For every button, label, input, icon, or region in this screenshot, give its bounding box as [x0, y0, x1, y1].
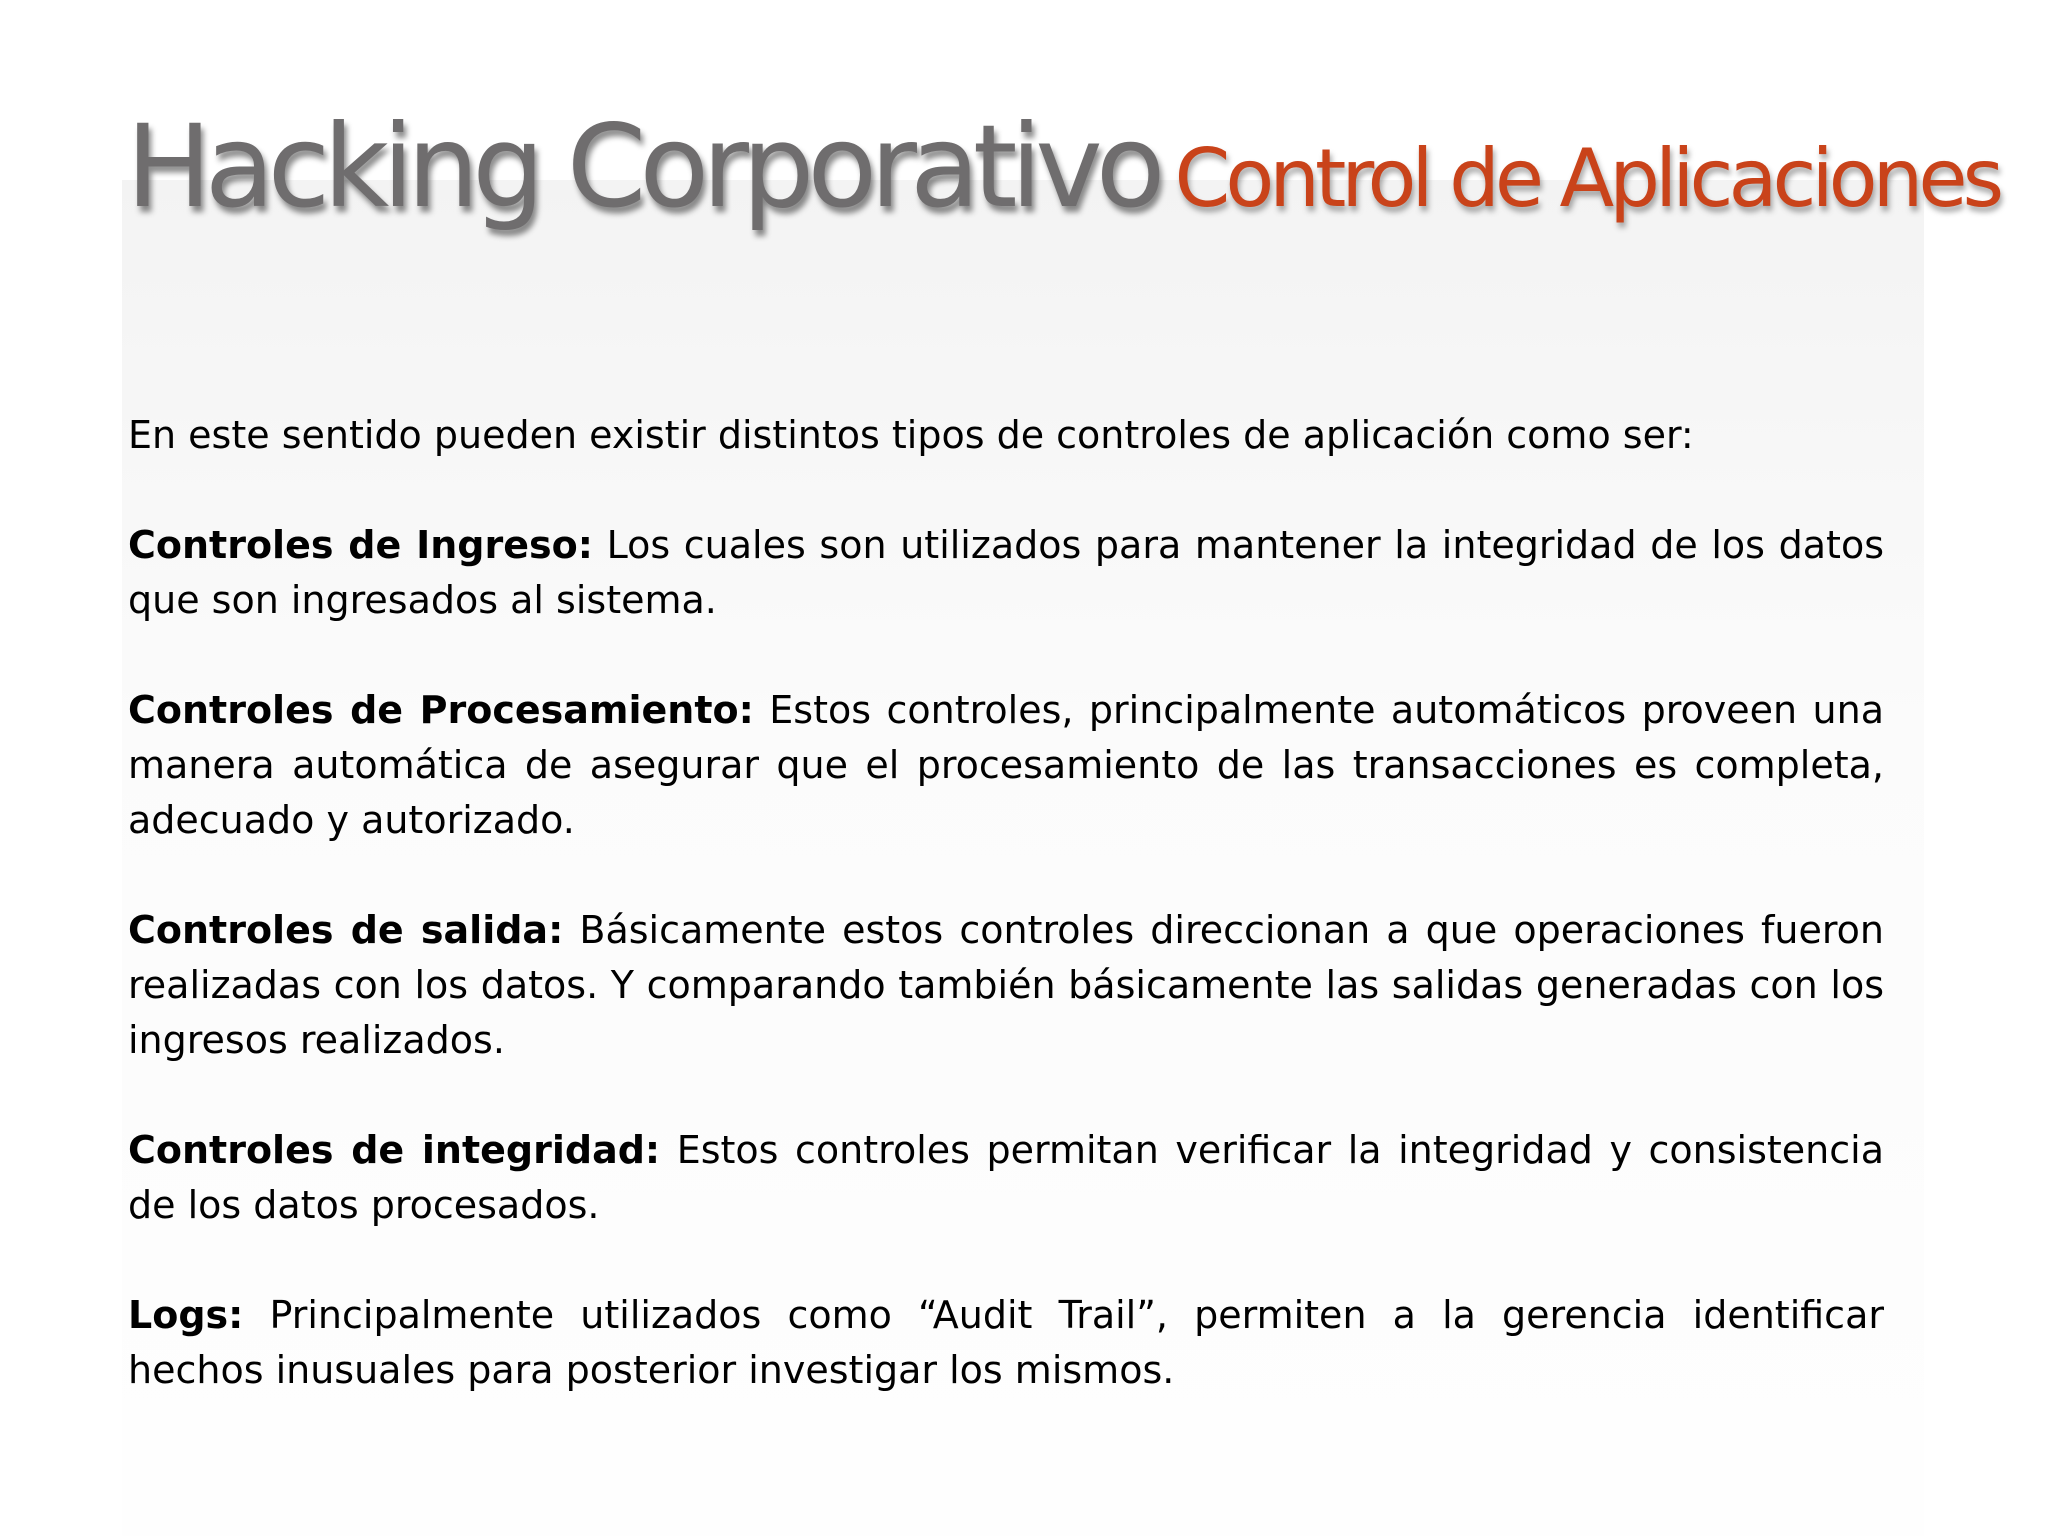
- control-description: Principalmente utilizados como “Audit Trail”, permiten a la gerencia identificar hechos inusuales para posterior investigar los mismos.: [128, 1293, 1884, 1392]
- title-sub: Control de Aplicaciones: [1174, 132, 2000, 225]
- control-term: Logs:: [128, 1293, 244, 1337]
- intro-text: En este sentido pueden existir distintos tipos de controles de aplicación como ser:: [128, 413, 1694, 457]
- control-term: Controles de integridad:: [128, 1128, 661, 1172]
- control-item-ingreso: [128, 518, 1884, 628]
- control-item-integridad: [128, 1123, 1884, 1233]
- control-term: Controles de Procesamiento:: [128, 688, 754, 732]
- control-item-logs: [128, 1288, 1884, 1398]
- control-item-procesamiento: [128, 683, 1884, 848]
- control-term: Controles de salida:: [128, 908, 564, 952]
- control-description: Básicamente estos controles direccionan a que operaciones fueron realizadas con los datos. Y comparando también básicamente las salidas generadas con los ingresos realizados.: [128, 908, 1884, 1062]
- control-item-salida: [128, 903, 1884, 1068]
- title-main: Hacking Corporativo: [126, 100, 1159, 233]
- slide-body: [128, 408, 1884, 1453]
- control-description: Los cuales son utilizados para mantener la integridad de los datos que son ingresados al sistema.: [128, 523, 1884, 622]
- control-description: Estos controles permitan verificar la integridad y consistencia de los datos procesados.: [128, 1128, 1884, 1227]
- control-description: Estos controles, principalmente automáticos proveen una manera automática de asegurar que el procesamiento de las transacciones es completa, adecuado y autorizado.: [128, 688, 1884, 842]
- control-term: Controles de Ingreso:: [128, 523, 593, 567]
- slide-title: [126, 100, 2000, 233]
